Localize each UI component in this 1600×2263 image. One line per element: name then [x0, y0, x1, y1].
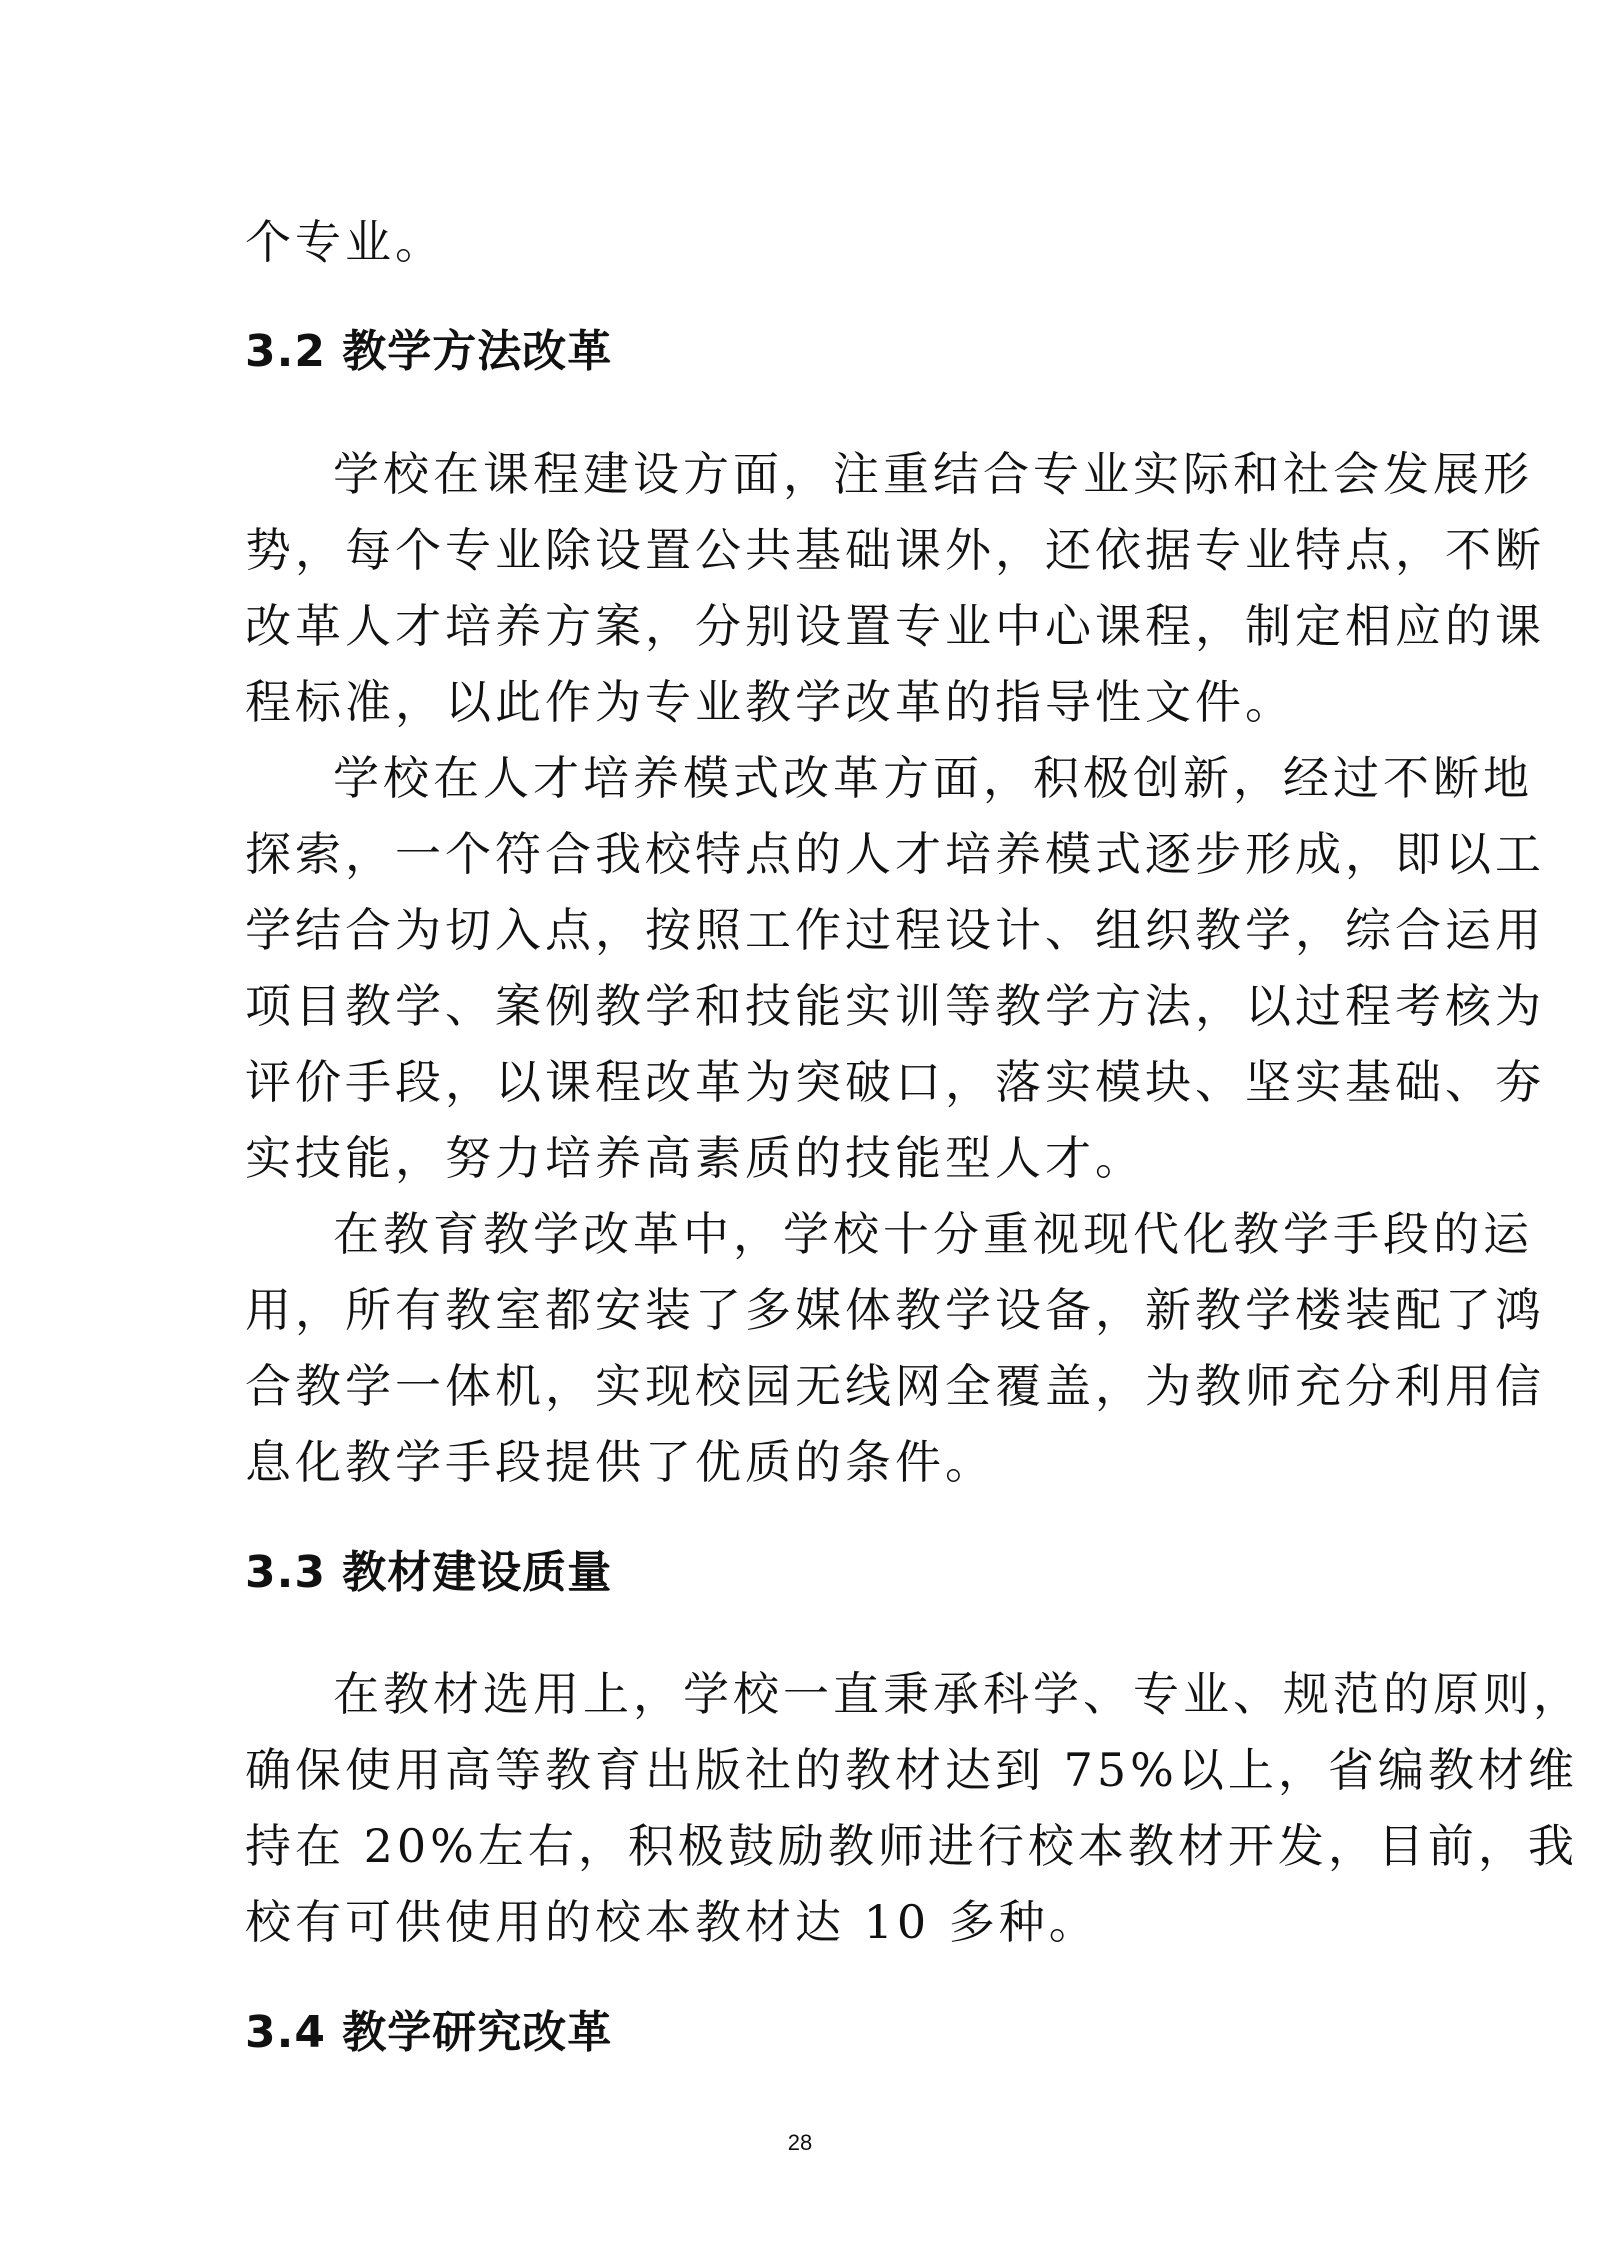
paragraph-line: 实技能，努力培养高素质的技能型人才。 — [245, 1131, 1145, 1185]
paragraph-line: 校有可供使用的校本教材达 10 多种。 — [245, 1895, 1099, 1949]
section-heading-3-4: 3.4 教学研究改革 — [245, 2007, 613, 2058]
section-heading-3-2: 3.2 教学方法改革 — [245, 326, 613, 377]
paragraph-line: 评价手段，以课程改革为突破口，落实模块、坚实基础、夯 — [245, 1055, 1545, 1109]
paragraph-line: 合教学一体机，实现校园无线网全覆盖，为教师充分利用信 — [245, 1359, 1545, 1413]
paragraph-line: 探索，一个符合我校特点的人才培养模式逐步形成，即以工 — [245, 827, 1545, 881]
paragraph-line: 息化教学手段提供了优质的条件。 — [245, 1435, 995, 1489]
page-number: 28 — [787, 2130, 813, 2155]
section-heading-3-3: 3.3 教材建设质量 — [245, 1547, 613, 1598]
paragraph-line: 持在 20%左右，积极鼓励教师进行校本教材开发，目前，我 — [245, 1819, 1578, 1873]
paragraph-line: 在教材选用上，学校一直秉承科学、专业、规范的原则， — [333, 1667, 1583, 1721]
paragraph-line: 势，每个专业除设置公共基础课外，还依据专业特点，不断 — [245, 523, 1545, 577]
paragraph-line: 项目教学、案例教学和技能实训等教学方法，以过程考核为 — [245, 979, 1545, 1033]
paragraph-line: 在教育教学改革中，学校十分重视现代化教学手段的运 — [333, 1207, 1533, 1261]
paragraph-line: 程标准，以此作为专业教学改革的指导性文件。 — [245, 675, 1295, 729]
paragraph-line: 确保使用高等教育出版社的教材达到 75%以上，省编教材维 — [245, 1743, 1578, 1797]
paragraph-line: 学校在人才培养模式改革方面，积极创新，经过不断地 — [333, 751, 1533, 805]
paragraph-line: 学结合为切入点，按照工作过程设计、组织教学，综合运用 — [245, 903, 1545, 957]
paragraph-line: 学校在课程建设方面，注重结合专业实际和社会发展形 — [333, 447, 1533, 501]
paragraph-line: 个专业。 — [245, 215, 445, 269]
paragraph-line: 用，所有教室都安装了多媒体教学设备，新教学楼装配了鸿 — [245, 1283, 1545, 1337]
paragraph-line: 改革人才培养方案，分别设置专业中心课程，制定相应的课 — [245, 599, 1545, 653]
